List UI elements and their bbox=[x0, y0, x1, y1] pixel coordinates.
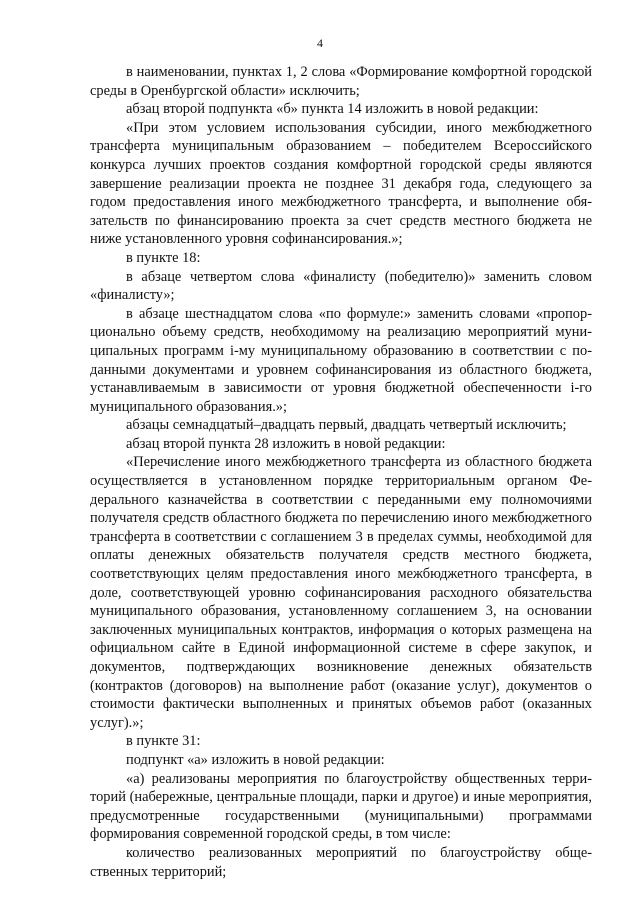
paragraph: подпункт «а» изложить в новой редакции: bbox=[126, 751, 385, 768]
paragraph: количество реализованных мероприятий по благоустройству общественных территорий; bbox=[90, 844, 592, 880]
paragraph: «а) реализованы мероприятия по благоустройству общественных территорий (набережные, центральные площади, парки и другое) и иные мероприятия, предусмотренные государственными (муниципальными) программами формирования современной городской среды, в том числе: bbox=[90, 770, 592, 843]
paragraph: в абзаце четвертом слова «финалисту (победителю)» заменить словом «финалисту»; bbox=[90, 268, 592, 304]
paragraph: «При этом условием использования субсидии, иного межбюджетного трансферта муниципальным образованием – победителем Всероссийского конкурса лучших проектов создания комфортной городской среды являются завершение реализации проекта не позднее 31 декабря года, следующего за годом предоставления иного межбюджетного трансферта, и выполнение обязательств по финансированию проекта за счет средств местного бюджета не ниже установленного уровня софинансирования.»; bbox=[90, 119, 592, 248]
paragraph: в пункте 18: bbox=[126, 249, 201, 266]
paragraph: абзац второй пункта 28 изложить в новой редакции: bbox=[126, 435, 446, 452]
paragraph: абзацы семнадцатый–двадцать первый, двадцать четвертый исключить; bbox=[126, 417, 567, 434]
paragraph: «Перечисление иного межбюджетного трансферта из областного бюджета осуществляется в установленном порядке территориальным органом Федерального казначейства в соответствии с переданными ему полномочиями получателя средств областного бюджета по перечислению иного межбюджетного трансферта в соответствии с соглашением 3 в пределах суммы, необходимой для оплаты денежных обязательств получателя средств местного бюджета, соответствующих целям предоставления иного межбюджетного трансферта, в доле, соответствующей уровню софинансирования расходного обязательства муниципального образования, установленному соглашением 3, на основании заключенных муниципальных контрактов, информация о которых размещена на официальном сайте в Единой информационной системе в сфере закупок, и документов, подтверждающих возникновение денежных обязательств (контрактов (договоров) на выполнение работ (оказание услуг), документов о стоимости фактически выполненных и принятых объемов работ (оказанных услуг).»; bbox=[90, 454, 592, 731]
paragraph: в наименовании, пунктах 1, 2 слова «Формирование комфортной городской среды в Оренбургской области» исключить; bbox=[90, 64, 592, 99]
paragraph: в абзаце шестнадцатом слова «по формуле:» заменить словами «пропорционально объему средств, необходимому на реализацию мероприятий муниципальных программ i-му муниципальному образованию в соответствии с поданными документами и уровнем софинансирования из областного бюджета, устанавливаемым в зависимости от уровня бюджетной обеспеченности i-го муниципального образования.»; bbox=[90, 305, 592, 415]
paragraph: абзац второй подпункта «б» пункта 14 изложить в новой редакции: bbox=[126, 101, 539, 118]
document-body bbox=[90, 63, 592, 881]
paragraph: в пункте 31: bbox=[126, 733, 201, 750]
page-number: 4 bbox=[317, 36, 323, 50]
